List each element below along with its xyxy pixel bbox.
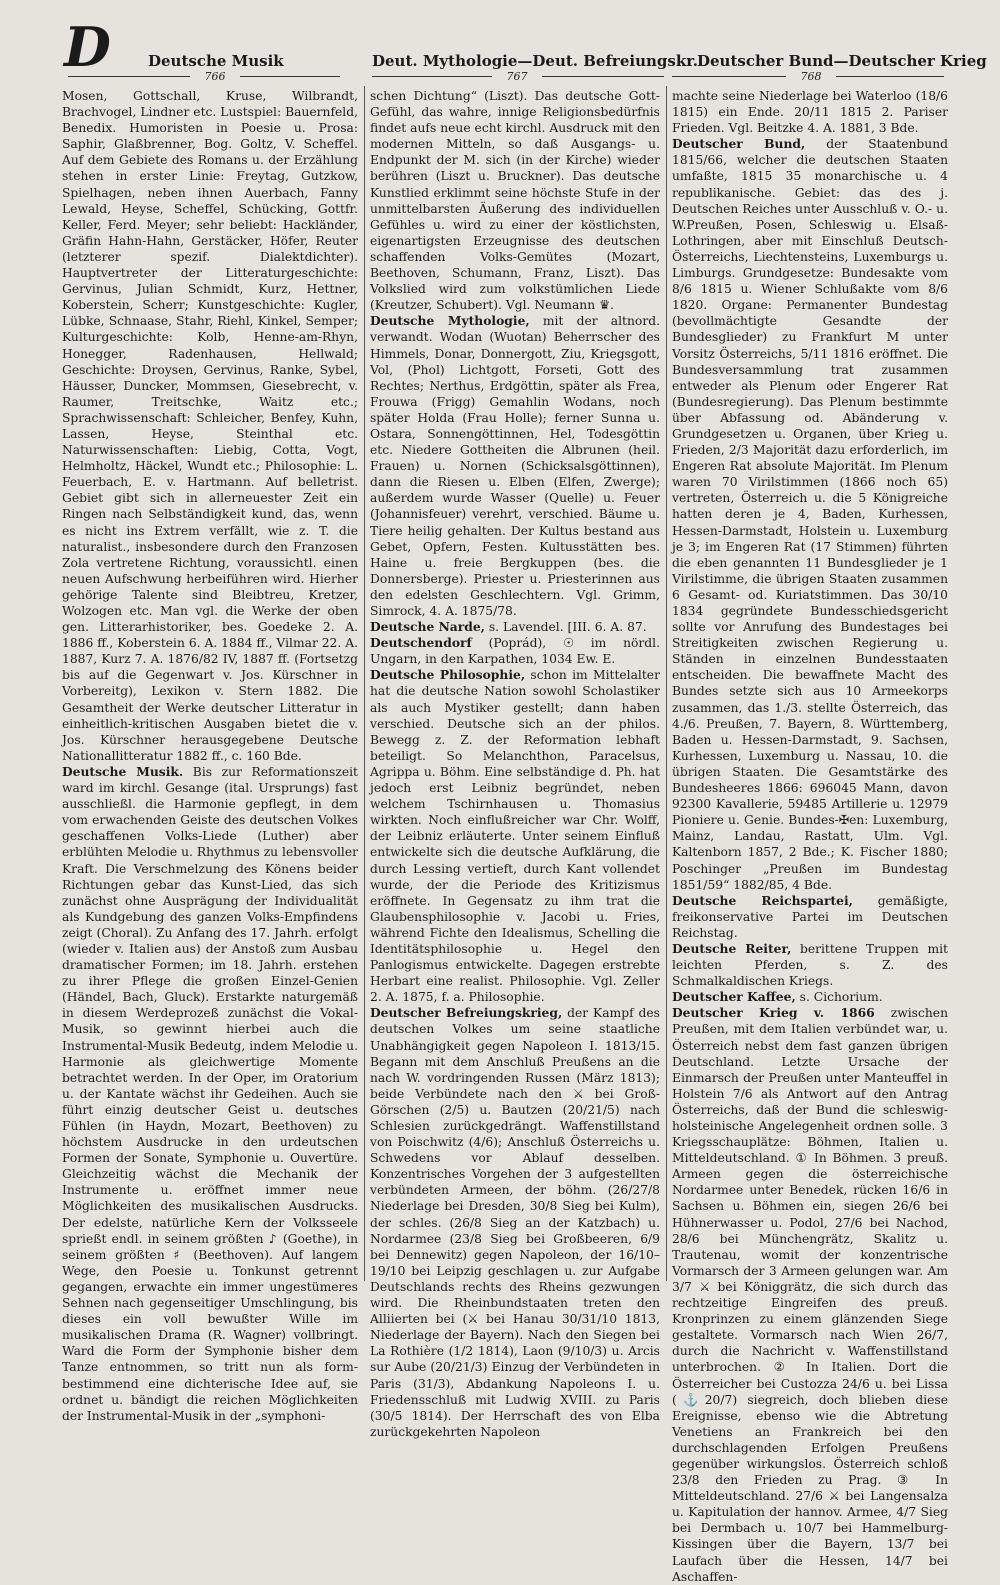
dictionary-entry [370, 619, 660, 635]
dictionary-entry [370, 88, 660, 313]
dictionary-entry [370, 635, 660, 667]
entry-headword: Deutscher Befreiungskrieg, [370, 1005, 563, 1021]
entry-text: der Staatenbund 1815/66, welcher die deutschen Staaten umfaßte, 1815 35 monarchische u. 4 republikanische. Gebiet: das des j. Deutschen Reiches unter Ausschluß v. O.- u. W.Preußen, Posen, Schleswig u. Elsaß-Lothringen, aber mit Einschluß Deutsch-Österreichs, Liechtensteins, Luxemburgs u. Limburgs. Grundgesetze: Bundesakte vom 8/6 1815 u. Wiener Schlußakte vom 8/6 1820. Organe: Permanenter Bundestag (bevollmächtigte Gesandte der Bundesglieder) zu Frankfurt M unter Vorsitz Österreichs, 5/11 1816 eröffnet. Die Bundesversammlung trat zusammen entweder als Plenum oder Engerer Rat (Bundesregierung). Das Plenum bestimmte über Abfassung od. Abänderung v. Grundgesetzen u. Organen, über Krieg u. Frieden, 2/3 Majorität dazu erforderlich, im Engeren Rat absolute Majorität. Im Plenum waren 70 Virilstimmen (1866 noch 65) vertreten, Österreich u. die 5 Königreiche hatten deren je 4, Baden, Kurhessen, Hessen-Darmstadt, Holstein u. Luxemburg je 3; im Engeren Rat (17 Stimmen) führten die eben genannten 11 Bundesglieder je 1 Virilstimme, die übrigen Staaten zusammen 6 Gesamt- od. Kuriatstimmen. Das 30/10 1834 gegründete Bundesschiedsgericht sollte vor Anrufung des Bundestages bei Streitigkeiten zwischen Regierung u. Ständen in einzelnen Bundesstaaten entscheiden. Die bewaffnete Macht des Bundes setzte sich aus 10 Armeekorps zusammen, das 1./3. stellte Österreich, das 4./6. Preußen, 7. Bayern, 8. Württemberg, Baden u. Hessen-Darmstadt, 9. Sachsen, Kurhessen, Luxemburg u. Nassau, 10. die übrigen Staaten. Die Gesamtstärke des Bundesheeres 1866: 696045 Mann, davon 92300 Kavallerie, 59485 Artillerie u. 12979 Pioniere u. Genie. Bundes-✠en: Luxemburg, Mainz, Landau, Rastatt, Ulm. Vgl. Kaltenborn 1857, 2 Bde.; K. Fischer 1880; Poschinger „Preußen im Bundestag 1851/59“ 1882/85, 4 Bde. [672, 137, 948, 892]
header-left-title: Deutsche Musik [148, 52, 284, 70]
dictionary-entry [370, 1005, 660, 1440]
dictionary-entry [370, 667, 660, 1005]
dictionary-entry [672, 88, 948, 136]
header-middle-title: Deut. Mythologie—Deut. Befreiungskr. [372, 52, 698, 70]
dictionary-entry [672, 941, 948, 989]
dictionary-entry [370, 313, 660, 619]
column-3 [672, 88, 948, 1584]
dictionary-entry [62, 88, 358, 764]
entry-text: der Kampf des deutschen Volkes um seine staatliche Unabhängigkeit gegen Napoleon I. 1813/15. Begann mit dem Anschluß Preußens an die nach W. vordringenden Russen (März 1813); beide Verbündete nach den ⚔ bei Groß-Görschen (2/5) u. Bautzen (20/21/5) nach Schlesien zurückgedrängt. Waffenstillstand von Poischwitz (4/6); Anschluß Österreichs u. Schwedens vor Ablauf desselben. Konzentrisches Vorgehen der 3 aufgestellten verbündeten Armeen, der böhm. (26/27/8 Niederlage bei Dresden, 30/8 Sieg bei Kulm), der schles. (26/8 Sieg an der Katzbach) u. Nordarmee (23/8 Sieg bei Großbeeren, 6/9 bei Dennewitz) gegen Napoleon, der 16/10–19/10 bei Leipzig geschlagen u. zur Aufgabe Deutschlands rechts des Rheins gezwungen wird. Die Rheinbundstaaten treten den Alliierten bei (⚔ bei Hanau 30/31/10 1813, Niederlage der Bayern). Nach den Siegen bei La Rothière (1/2 1814), Laon (9/10/3) u. Arcis sur Aube (20/21/3) Einzug der Verbündeten in Paris (31/3), Abdankung Napoleons I. u. Friedensschluß mit Ludwig XVIII. zu Paris (30/5 1814). Der Herrschaft des von Elba zurückgekehrten Napoleon [370, 1006, 660, 1439]
page-number-left: 766 [190, 70, 240, 83]
entry-headword: Deutsche Mythologie, [370, 313, 530, 329]
entry-text: schen Dichtung“ (Liszt). Das deutsche Gott-Gefühl, das wahre, innige Religionsbedürfnis findet aufs neue echt kirchl. Ausdruck mit den modernen Mitteln, so daß Ausgangs- u. Endpunkt der M. sich (in der Kirche) wieder berühren (Liszt u. Bruckner). Das deutsche Kunstlied erklimmt seine höchste Stufe in der unmittelbarsten Äußerung des individuellen Gefühles u. wird zu einer der köstlichsten, eigenartigsten Erzeugnisse des deutschen schaffenden Volks-Gemütes (Mozart, Beethoven, Schumann, Franz, Liszt). Das Volkslied wird zum volkstümlichen Liede (Kreutzer, Schubert). Vgl. Neumann ♛. [370, 89, 660, 313]
entry-headword: Deutsche Musik. [62, 763, 184, 779]
entry-text: s. Lavendel. [III. 6. A. 87. [488, 620, 647, 635]
section-letter: D [64, 15, 111, 79]
entry-text: gemäßigte, freikonservative Partei im Deutschen Reichstag. [672, 893, 948, 940]
entry-text: machte seine Niederlage bei Waterloo (18/6 1815) ein Ende. 20/11 1815 2. Pariser Frieden. Vgl. Beitzke 4. A. 1881, 3 Bde. [672, 89, 948, 136]
entry-text: s. Cichorium. [799, 990, 883, 1005]
entry-text: mit der altnord. verwandt. Wodan (Wuotan) Beherrscher des Himmels, Donar, Donnergott, Ziu, Kriegsgott, Vol, (Phol) Lichtgott, Forseti, Gott des Rechtes; Nerthus, Erdgöttin, später als Frea, Frouwa (Frigg) Gemahlin Wodans, noch später Holda (Frau Holle); ferner Sunna u. Ostara, Sonnengöttinnen, Hel, Todesgöttin etc. Niedere Gottheiten die Albrunen (heil. Frauen) u. Nornen (Schicksalsgöttinnen), dann die Riesen u. Elben (Elfen, Zwerge); außerdem wurde Wasser (Quelle) u. Feuer (Johannisfeuer) verehrt, verschied. Bäume u. Tiere heilig gehalten. Der Kultus bestand aus Gebet, Opfern, Festen. Kultusstätten bes. Haine u. freie Bergkuppen (bes. die Donnersberge). Priester u. Priesterinnen aus den edelsten Geschlechtern. Vgl. Grimm, Simrock, 4. A. 1875/78. [370, 314, 660, 618]
entry-headword: Deutscher Bund, [672, 136, 806, 152]
column-2 [370, 88, 660, 1439]
entry-headword: Deutsche Reiter, [672, 940, 792, 956]
entry-text: zwischen Preußen, mit dem Italien verbündet war, u. Österreich nebst dem fast ganzen übrigen Deutschland. Letzte Ursache der Einmarsch der Preußen unter Manteuffel in Holstein 7/6 als Antwort auf den Antrag Österreichs, daß der Bund die schleswig-holsteinische Angelegenheit ordnen solle. 3 Kriegsschauplätze: Böhmen, Italien u. Mitteldeutschland. ① In Böhmen. 3 preuß. Armeen gegen die österreichische Nordarmee unter Benedek, rücken 16/6 in Sachsen u. Böhmen ein, siegen 26/6 bei Hühnerwasser u. Podol, 27/6 bei Nachod, 28/6 bei Münchengrätz, Skalitz u. Trautenau, womit der konzentrische Vormarsch der 3 Armeen gelungen war. Am 3/7 ⚔ bei Königgrätz, die sich durch das rechtzeitige Eingreifen des preuß. Kronprinzen zu einem glänzenden Siege gestaltete. Vormarsch nach Wien 26/7, durch die Nachricht v. Waffenstillstand unterbrochen. ② In Italien. Dort die Österreicher bei Custozza 24/6 u. bei Lissa (⚓20/7) siegreich, doch blieben diese Ereignisse, ebenso wie die Abtretung Venetiens an Frankreich bei den durchschlagenden Erfolgen Preußens gegenüber wirkungslos. Österreich schloß 23/8 den Frieden zu Prag. ③ In Mitteldeutschland. 27/6 ⚔ bei Langensalza u. Kapitulation der hannov. Armee, 4/7 Sieg bei Dermbach u. 10/7 bei Hammelburg-Kissingen über die Bayern, 13/7 bei Laufach über die Hessen, 14/7 bei Aschaffen- [672, 1006, 948, 1584]
dictionary-entry [672, 989, 948, 1005]
column-1 [62, 88, 358, 1423]
entry-headword: Deutscher Krieg v. 1866 [672, 1005, 875, 1021]
page-number-middle: 767 [492, 70, 542, 83]
column-divider [364, 86, 365, 1281]
entry-text: Bis zur Reformationszeit ward im kirchl. Gesange (ital. Ursprungs) fast ausschließl. die Harmonie gepflegt, in dem vom erwachenden Geiste des deutschen Volkes geschaffenen Volks-Liede (Luther) aber erblühten Melodie u. Rhythmus zu lebensvoller Kraft. Die Verschmelzung des Könens beider Richtungen gebar das Kunst-Lied, das sich zunächst ohne Ausprägung der Individualität als Kundgebung des ganzen Volks-Empfindens zeigt (Choral). Zu Anfang des 17. Jahrh. erfolgt (wieder v. Italien aus) der Anstoß zum Ausbau dramatischer Formen; im 18. Jahrh. erstehen zu ihrer Pflege die großen Einzel-Genien (Händel, Bach, Gluck). Erstarkte naturgemäß in diesem Werdeprozeß zunächst die Vokal-Musik, so gewinnt hierbei auch die Instrumental-Musik Bedeutg, indem Melodie u. Harmonie als gleichwertige Momente betrachtet werden. In der Oper, im Oratorium u. der Kantate wächst ihr Gedeihen. Auch sie führt einzig deutscher Geist u. deutsches Fühlen (in Haydn, Mozart, Beethoven) zu höchstem Ausdrucke in den urdeutschen Formen der Sonate, Symphonie u. Ouvertüre. Gleichzeitig wächst die Mechanik der Instrumente u. eröffnet immer neue Möglichkeiten des musikalischen Ausdrucks. Der edelste, natürliche Kern der Volksseele sprießt endl. in seinem größten ♪ (Goethe), in seinem größten ♯ (Beethoven). Auf langem Wege, den Poesie u. Tonkunst getrennt gegangen, erwachte ein immer ungestümeres Sehnen nach gegenseitiger Umschlingung, bis dieses ein voll bewußter Wille im musikalischen Drama (R. Wagner) vollbringt. Ward die Form der Symphonie bisher dem Tanze entnommen, so tritt nun als form-bestimmend eine dichterische Idee auf, sie ordnet u. bändigt die reichen Möglichkeiten der Instrumental-Musik in der „symphoni- [62, 764, 358, 1423]
entry-text: Mosen, Gottschall, Kruse, Wilbrandt, Brachvogel, Lindner etc. Lustspiel: Bauernfeld, Benedix. Humoristen in Poesie u. Prosa: Saphir, Glaßbrenner, Bog. Goltz, V. Scheffel. Auf dem Gebiete des Romans u. der Erzählung stehen in erster Linie: Freytag, Gutzkow, Spielhagen, neben ihnen Auerbach, Fanny Lewald, Heyse, Scheffel, Schücking, Gottfr. Keller, Ferd. Meyer; sehr beliebt: Hackländer, Gräfin Hahn-Hahn, Gerstäcker, Höfer, Reuter (letzterer spezif. Dialektdichter). Hauptvertreter der Litteraturgeschichte: Gervinus, Julian Schmidt, Kurz, Hettner, Koberstein, Scherr; Kunstgeschichte: Kugler, Lübke, Schnaase, Stahr, Riehl, Kinkel, Semper; Kulturgeschichte: Kolb, Henne-am-Rhyn, Honegger, Radenhausen, Hellwald; Geschichte: Droysen, Gervinus, Ranke, Sybel, Häusser, Duncker, Mommsen, Giesebrecht, v. Raumer, Treitschke, Waitz etc.; Sprachwissenschaft: Schleicher, Benfey, Kuhn, Lassen, Heyse, Steinthal etc. Naturwissenschaften: Liebig, Cotta, Vogt, Helmholtz, Häckel, Wundt etc.; Philosophie: L. Feuerbach, E. v. Hartmann. Auf belletrist. Gebiet gibt sich in allerneuester Zeit ein Ringen nach Selbständigkeit kund, das, wenn es nicht ins Extrem verfällt, wie z. T. die naturalist., insbesondere durch den Franzosen Zola vertretene Richtung, voraussichtl. einen neuen Aufschwung herbeiführen wird. Hierher gehörige Talente sind Bleibtreu, Kretzer, Wolzogen etc. Man vgl. die Werke der oben gen. Litterarhistoriker, bes. Goedeke 2. A. 1886 ff., Koberstein 6. A. 1884 ff., Vilmar 22. A. 1887, Kurz 7. A. 1876/82 IV, 1887 ff. (Fortsetzg bis auf die Gegenwart v. Jos. Kürschner in Vorbereitg), Lexikon v. Stern 1882. Die Gesamtheit der Werke deutscher Litteratur in einheitlich-kritischen Ausgaben bietet die v. Jos. Kürschner herausgegebene Deutsche Nationallitteratur 1882 ff., c. 160 Bde. [62, 89, 358, 763]
dictionary-entry [672, 1005, 948, 1584]
entry-headword: Deutsche Reichspartei, [672, 892, 853, 908]
entry-text: schon im Mittelalter hat die deutsche Nation sowohl Scholastiker als auch Mystiker gestellt; dann haben verschied. Deutsche sich an der philos. Bewegg z. Z. der Reformation lebhaft beteiligt. So Melanchthon, Paracelsus, Agrippa u. Böhm. Eine selbständige d. Ph. hat jedoch erst Leibniz begründet, neben welchem Tschirnhausen u. Thomasius wirkten. Noch einflußreicher war Chr. Wolff, der Leibniz erläuterte. Unter seinem Einfluß entwickelte sich die deutsche Aufklärung, die durch Lessing vertieft, durch Kant vollendet wurde, der die Periode des Kritizismus eröffnete. In Gegensatz zu ihm trat die Glaubensphilosophie v. Jacobi u. Fries, während Fichte den Idealismus, Schelling die Identitätsphilosophie u. Hegel den Panlogismus entwickelte. Dagegen erstrebte Herbart eine realist. Philosophie. Vgl. Zeller 2. A. 1875, f. a. Philosophie. [370, 668, 660, 1005]
entry-headword: Deutscher Kaffee, [672, 989, 796, 1005]
entry-headword: Deutschendorf [370, 635, 472, 651]
dictionary-entry [672, 893, 948, 941]
entry-text: (Poprád), ☉ im nördl. Ungarn, in den Karpathen, 1034 Ew. E. [370, 636, 660, 667]
entry-text: berittene Truppen mit leichten Pferden, s. Z. des Schmalkaldischen Kriegs. [672, 941, 948, 989]
entry-headword: Deutsche Narde, [370, 619, 485, 635]
dictionary-entry [62, 764, 358, 1424]
page-number-right: 768 [786, 70, 836, 83]
header-right-title: Deutscher Bund—Deutscher Krieg [697, 52, 987, 70]
column-divider [666, 86, 667, 1281]
entry-headword: Deutsche Philosophie, [370, 667, 526, 683]
dictionary-entry [672, 136, 948, 892]
